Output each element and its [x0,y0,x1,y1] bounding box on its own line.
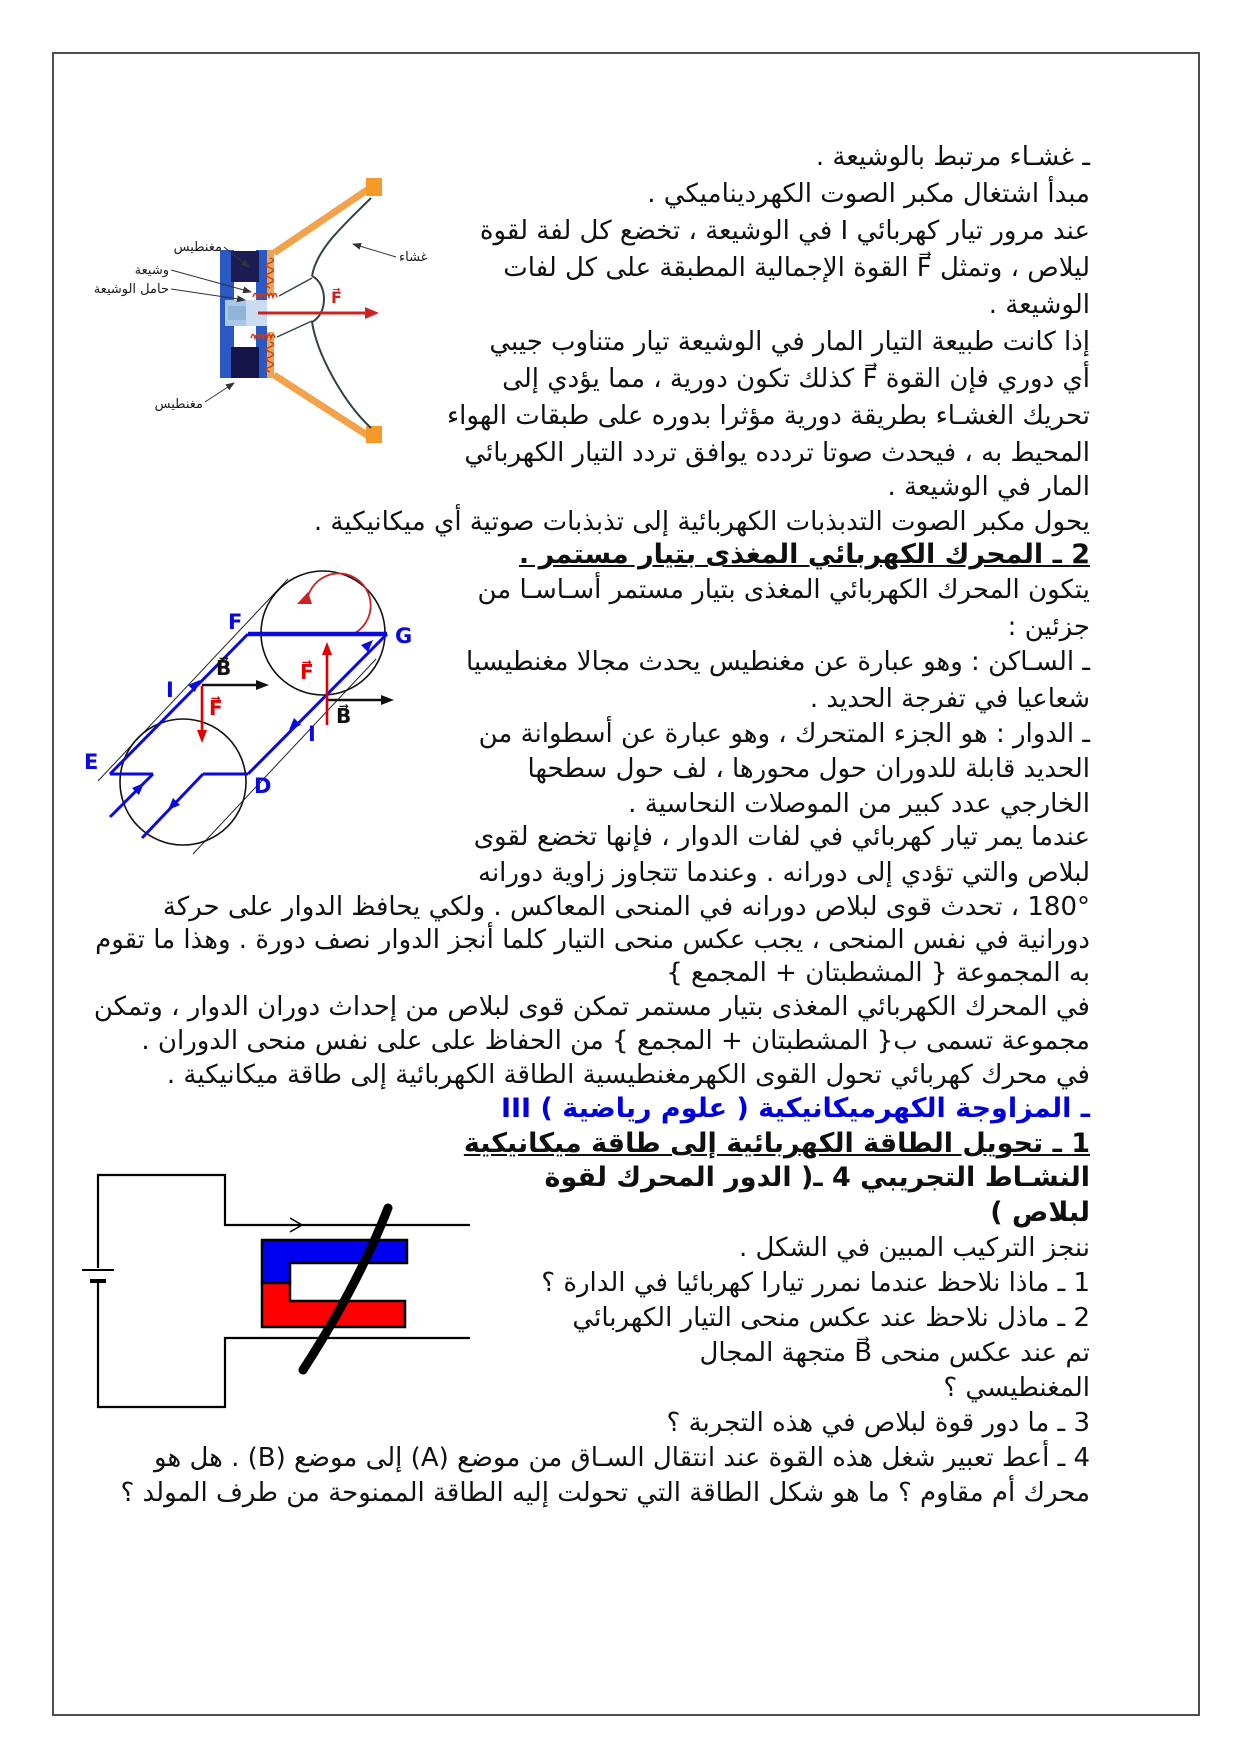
text-line: 4 ـ أعط تعبير شغل هذه القوة عند انتقال السـاق من موضع (A) إلى موضع (B) . هل هو [154,1443,1090,1473]
text-line: 3 ـ ما دور قوة لبلاص في هذه التجربة ؟ [666,1408,1090,1438]
current-label-right: I [308,722,316,746]
text-line: الوشيعة . [988,290,1090,320]
corner-label-E: E [84,750,99,774]
text-line: المحيط به ، فيحدث صوتا تردده يوافق تردد التيار الكهربائي [464,438,1090,468]
text-line: ـ السـاكن : وهو عبارة عن مغنطيس يحدث مجالا مغنطيسيا [466,647,1090,677]
force-arrowhead-right [322,642,332,655]
text-line: يتكون المحرك الكهربائي المغذى بتيار مستمر أسـاسـا من [477,575,1090,605]
text-line: تم عند عكس منحى B⃗ متجهة المجال [699,1338,1090,1368]
text-line: يحول مكبر الصوت التدبذبات الكهربائية إلى تذبذبات صوتية أي ميكانيكية . [313,507,1090,537]
membrane-link-top [279,278,312,296]
cylinder-line-2 [193,659,376,854]
text-line: في المحرك الكهربائي المغذى بتيار مستمر تمكن قوى لبلاص من إحداث دوران الدوار ، وتمكن [93,992,1090,1022]
force-arrowhead-left [197,730,207,743]
text-line: مجموعة تسمى ب{ المشطبتان + المجمع } من الحفاظ على على نفس منحى الدوران . [141,1026,1090,1056]
text-line: المغنطيسي ؟ [943,1373,1090,1403]
text-line: لبلاص والتي تؤدي إلى دورانه . وعندما تتجاوز زاوية دورانه [478,858,1090,888]
text-line: محرك أم مقاوم ؟ ما هو شكل الطاقة التي تحولت إليه الطاقة الممنوحة من طرف المولد ؟ [120,1478,1090,1508]
text-line: شعاعيا في تفرجة الحديد . [809,684,1090,714]
cone-edge-bottom [366,426,382,443]
corner-label-D: D [254,774,272,798]
speaker-pole-core [228,306,246,320]
cylinder-line-1 [98,579,288,781]
text-line: في محرك كهربائي تحول القوى الكهرمغنطيسية الطاقة الكهربائية إلى طاقة ميكانيكية . [166,1060,1090,1090]
b-field-label-left: B⃗ [216,656,232,680]
coil-label: وشيعة [134,263,169,278]
rotor-circle-bottom [120,719,246,845]
rotation-arc [307,573,371,633]
corner-label-G: G [395,624,413,648]
membrane-dome [312,276,324,322]
activity-heading-cont: لبلاص ) [990,1197,1090,1228]
movable-rod [303,1208,388,1370]
text-line: 2 ـ ماذل نلاحظ عند عكس منحى التيار الكهربائي [572,1303,1090,1333]
text-line: الخارجي عدد كبير من الموصلات النحاسية . [628,789,1090,819]
section-heading-motor: 2 ـ المحرك الكهربائي المغذى بتيار مستمر . [518,539,1090,570]
lead-wire-1 [110,774,153,817]
laplace-rails-circuit [80,1165,480,1415]
b-field-arrowhead-right [381,695,394,705]
magnet-bottom-pointer [205,383,234,402]
force-arrowhead [365,307,379,319]
coil-side-GD [248,634,387,774]
magnet-top-label: مغنطيس [173,240,222,255]
magnet-bottom-label: مغنطيس [154,397,203,412]
text-line: ـ غشـاء مرتبط بالوشيعة . [815,142,1090,172]
text-line: ـ الدوار : هو الجزء المتحرك ، وهو عبارة عن أسطوانة من [478,719,1090,749]
cone-arm-top [274,188,370,253]
section-heading-coupling: III ـ المزاوجة الكهرميكانيكية ( علوم رياضية ) [500,1093,1090,1124]
cone-edge-top [366,178,382,196]
text-line: الحديد قابلة للدوران حول محورها ، لف حول سطحها [527,754,1090,784]
force-label: F⃗ [331,288,342,307]
activity-heading: النشـاط التجريبي 4 ـ( الدور المحرك لقوة [544,1162,1090,1193]
motor-coil-diagram [78,555,433,855]
magnet-north-half [262,1240,407,1283]
coil-holder-label: حامل الوشيعة [93,282,169,297]
text-line: 1 ـ ماذا نلاحظ عندما نمرر تيارا كهربائيا في الدارة ؟ [541,1268,1090,1298]
b-field-label-right: B⃗ [336,704,352,728]
force-label-left: F⃗ [209,696,223,720]
text-line: دورانية في نفس المنحى ، يجب عكس منحى التيار كلما أنجز الدوار نصف دورة . وهذا ما تقوم [95,925,1090,955]
text-line: ليلاص ، وتمثل F⃗ القوة الإجمالية المطبقة على كل لفات [503,253,1090,283]
text-line: أي دوري فإن القوة F⃗ كذلك تكون دورية ، مما يؤدي إلى [502,364,1090,394]
cone-arm-bottom [274,375,370,437]
text-line: به المجموعة { المشطبتان + المجمع } [666,958,1090,988]
membrane-link-bottom [277,321,312,337]
text-line: عند مرور تيار كهربائي I في الوشيعة ، تخضع كل لفة لقوة [479,216,1090,246]
current-label-left: I [166,678,174,702]
text-line: جزئين : [1007,612,1090,642]
text-line: إذا كانت طبيعة التيار المار في الوشيعة تيار متناوب جيبي [489,327,1090,357]
text-line: مبدأ اشتغال مكبر الصوت الكهرديناميكي . [647,179,1090,209]
membrane-pointer [353,244,396,257]
text-line: عندما يمر تيار كهربائي في لفات الدوار ، فإنها تخضع لقوى [473,822,1090,852]
coil-side-EF [110,634,248,774]
subsection-heading-energy: 1 ـ تحويل الطاقة الكهربائية إلى طاقة ميكانيكية [463,1128,1090,1159]
speaker-magnet-bottom [231,347,259,378]
membrane-label: غشاء [399,250,428,265]
b-field-arrowhead-left [256,680,269,690]
force-label-right: F⃗ [300,660,314,684]
text-line: 180° ، تحدث قوى لبلاص دورانه في المنحى المعاكس . ولكي يحافظ الدوار على حركة [162,892,1090,922]
loudspeaker-diagram [65,150,460,445]
corner-label-F: F [228,610,243,634]
text-line: المار في الوشيعة . [887,472,1090,502]
text-line: ننجز التركيب المبين في الشكل . [738,1233,1090,1263]
text-line: تحريك الغشـاء بطريقة دورية مؤثرا بدوره على طبقات الهواء [446,401,1090,431]
membrane-bottom [312,322,371,428]
